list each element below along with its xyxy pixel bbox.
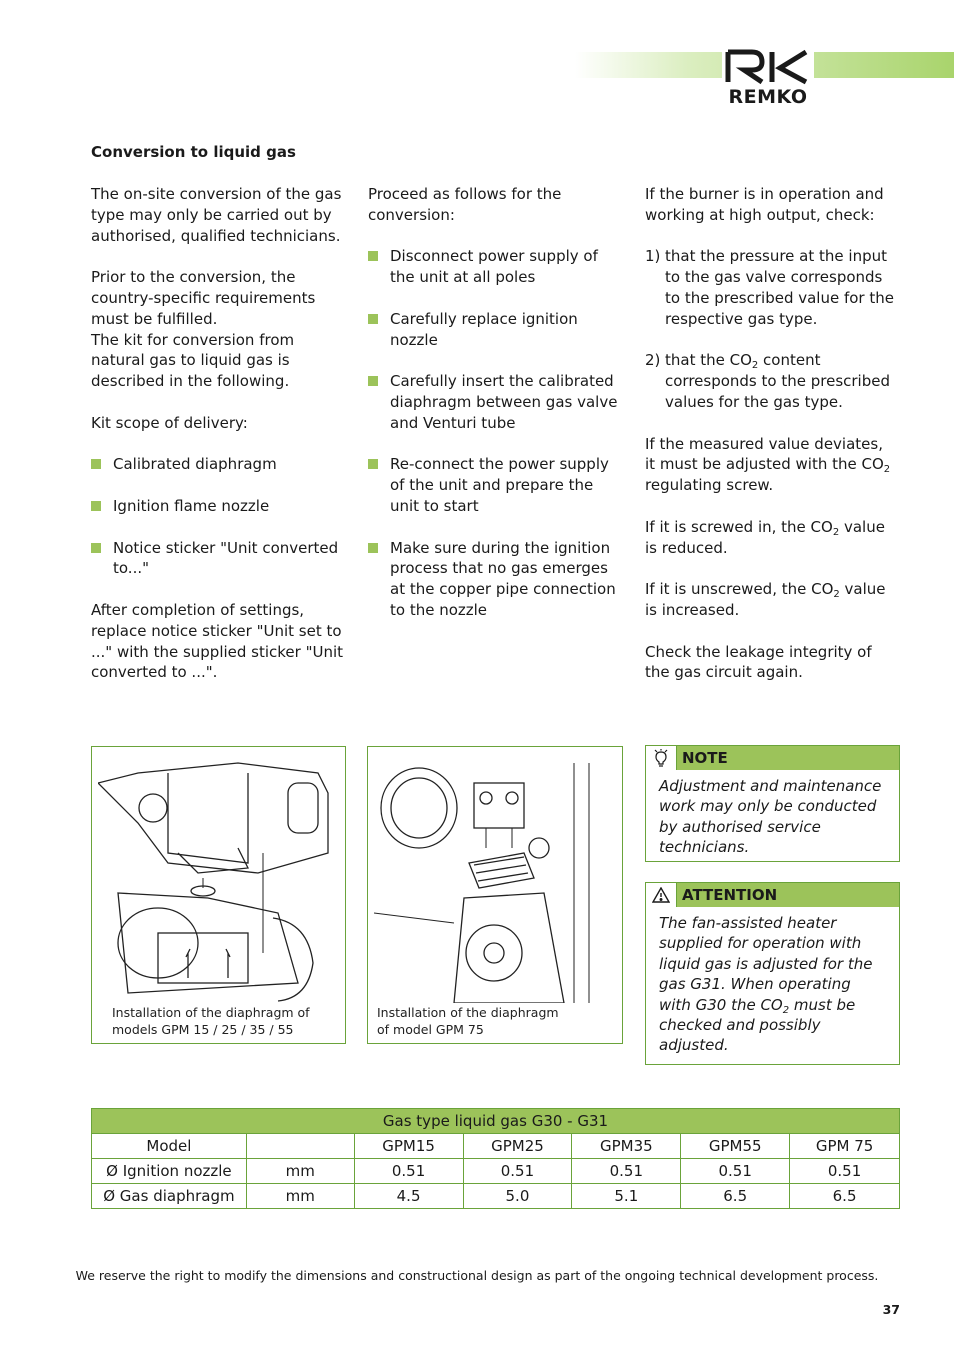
attention-text: The fan-assisted heater supplied for operation with liquid gas is adjusted for the gas G31. When operating with G30 the $CO_2$ must be checked and possibly adjusted. bbox=[659, 914, 873, 1055]
diaphragm-installation-drawing bbox=[374, 753, 616, 1003]
lightbulb-icon bbox=[646, 746, 677, 770]
table-header-cell: Model bbox=[92, 1134, 247, 1159]
table-cell: 0.51 bbox=[354, 1159, 463, 1184]
table-cell: mm bbox=[246, 1159, 354, 1184]
table-cell: 5.1 bbox=[572, 1184, 681, 1209]
bullet-square-icon bbox=[91, 459, 101, 469]
paragraph: Prior to the conversion, the country-specific requirements must be fulfilled. bbox=[91, 268, 316, 328]
list-item: Carefully insert the calibrated diaphragm between gas valve and Venturi tube bbox=[368, 371, 626, 433]
paragraph: If it is unscrewed, the $CO_2$ value is increased. bbox=[645, 580, 886, 619]
figure-diaphragm-gpm75 bbox=[367, 746, 623, 1044]
table-cell: 6.5 bbox=[790, 1184, 900, 1209]
table-cell: 0.51 bbox=[572, 1159, 681, 1184]
paragraph: If the measured value deviates, it must be adjusted with the $CO_2$ regulating screw. bbox=[645, 434, 891, 495]
logo-mark-icon bbox=[722, 46, 814, 86]
table-header-cell: GPM15 bbox=[354, 1134, 463, 1159]
bullet-square-icon bbox=[368, 459, 378, 469]
list-item: Disconnect power supply of the unit at all poles bbox=[368, 246, 626, 288]
table-header-cell: GPM25 bbox=[463, 1134, 572, 1159]
bullet-square-icon bbox=[91, 543, 101, 553]
table-cell: Ø Gas diaphragm bbox=[92, 1184, 247, 1209]
table-cell: mm bbox=[246, 1184, 354, 1209]
note-header bbox=[646, 746, 899, 770]
warning-triangle-icon bbox=[646, 883, 677, 907]
list-item: Make sure during the ignition process that no gas emerges at the copper pipe connection to the nozzle bbox=[368, 538, 626, 621]
table-cell: 5.0 bbox=[463, 1184, 572, 1209]
table-header-cell: GPM 75 bbox=[790, 1134, 900, 1159]
paragraph: The kit for conversion from natural gas to liquid gas is described in the following. bbox=[91, 330, 295, 391]
table-cell: 4.5 bbox=[354, 1184, 463, 1209]
table-row bbox=[92, 1184, 900, 1209]
list-item: Notice sticker "Unit converted to..." bbox=[91, 538, 349, 580]
logo-text: REMKO bbox=[728, 86, 808, 108]
gas-type-table bbox=[91, 1108, 900, 1209]
paragraph: Kit scope of delivery: bbox=[91, 413, 248, 432]
bullet-square-icon bbox=[368, 251, 378, 261]
paragraph: Proceed as follows for the conversion: bbox=[368, 185, 562, 224]
list-item: Ignition flame nozzle bbox=[91, 496, 349, 517]
bullet-square-icon bbox=[368, 314, 378, 324]
page-number: 37 bbox=[882, 1302, 900, 1317]
section-title: Conversion to liquid gas bbox=[91, 143, 296, 161]
table-row bbox=[92, 1159, 900, 1184]
paragraph: If it is screwed in, the $CO_2$ value is reduced. bbox=[645, 517, 885, 557]
note-title: NOTE bbox=[682, 749, 728, 767]
bullet-square-icon bbox=[368, 543, 378, 553]
footer-disclaimer: We reserve the right to modify the dimensions and constructional design as part of the ongoing technical development process. bbox=[75, 1268, 879, 1283]
figure-caption: Installation of the diaphragm of models GPM 15 / 25 / 35 / 55 bbox=[112, 1005, 310, 1037]
table-cell: 0.51 bbox=[463, 1159, 572, 1184]
list-item: Re-connect the power supply of the unit and prepare the unit to start bbox=[368, 454, 626, 516]
table-cell: 6.5 bbox=[681, 1184, 790, 1209]
bullet-square-icon bbox=[91, 501, 101, 511]
note-box bbox=[645, 745, 900, 862]
column-1 bbox=[91, 184, 349, 704]
numbered-item: 1) that the pressure at the input to the gas valve corresponds to the prescribed value for the respective gas type. bbox=[645, 247, 894, 328]
column-3 bbox=[645, 184, 897, 704]
attention-box bbox=[645, 882, 900, 1065]
attention-title: ATTENTION bbox=[682, 886, 778, 904]
attention-header bbox=[646, 883, 899, 907]
numbered-item: 2) that the $CO_2$ content corresponds to the prescribed values for the gas type. bbox=[645, 351, 890, 411]
table-title-row bbox=[92, 1109, 900, 1134]
table-header-cell: GPM55 bbox=[681, 1134, 790, 1159]
figure-caption: Installation of the diaphragm of model GPM 75 bbox=[377, 1005, 559, 1037]
paragraph: Check the leakage integrity of the gas circuit again. bbox=[645, 642, 872, 682]
list-item: Calibrated diaphragm bbox=[91, 454, 349, 475]
table-header-row bbox=[92, 1134, 900, 1159]
table-cell: 0.51 bbox=[681, 1159, 790, 1184]
column-2 bbox=[368, 184, 626, 642]
list-item: Carefully replace ignition nozzle bbox=[368, 309, 626, 351]
diaphragm-installation-drawing bbox=[98, 753, 338, 1003]
table-header-cell bbox=[246, 1134, 354, 1159]
remko-logo bbox=[718, 44, 818, 108]
note-text: Adjustment and maintenance work may only be conducted by authorised service technicians. bbox=[659, 777, 882, 857]
paragraph: After completion of settings, replace notice sticker "Unit set to ..." with the supplied sticker "Unit converted to ...". bbox=[91, 600, 344, 682]
paragraph: If the burner is in operation and working at high output, check: bbox=[645, 185, 884, 224]
table-cell: Ø Ignition nozzle bbox=[92, 1159, 247, 1184]
table-title: Gas type liquid gas G30 - G31 bbox=[92, 1109, 900, 1134]
table-header-cell: GPM35 bbox=[572, 1134, 681, 1159]
paragraph: The on-site conversion of the gas type may only be carried out by authorised, qualified technicians. bbox=[91, 185, 342, 245]
bullet-square-icon bbox=[368, 376, 378, 386]
table-cell: 0.51 bbox=[790, 1159, 900, 1184]
figure-diaphragm-gpm15-55 bbox=[91, 746, 346, 1044]
